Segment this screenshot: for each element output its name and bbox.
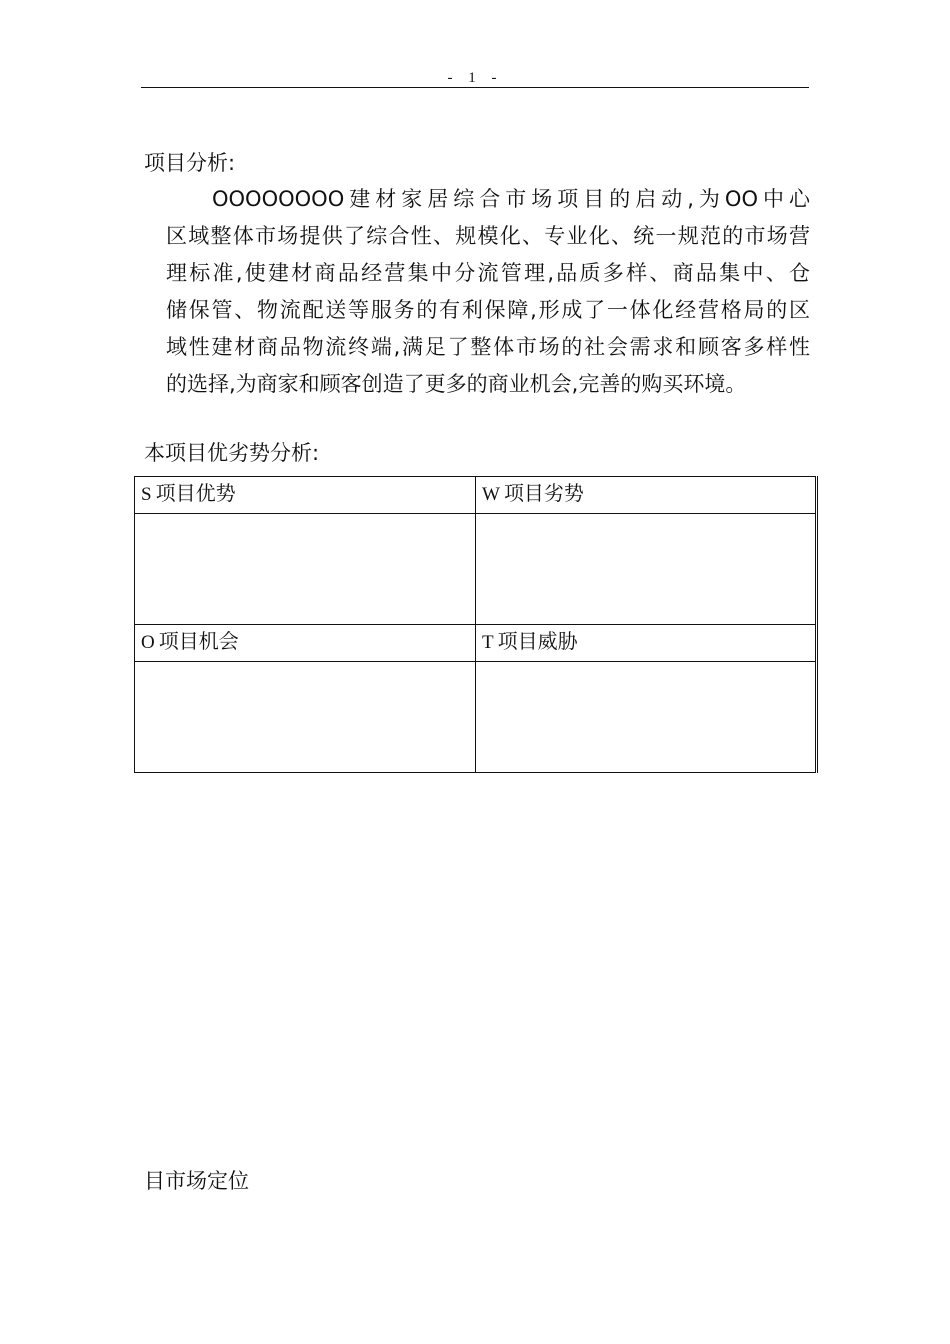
swot-body-row (135, 662, 817, 773)
swot-label-row (135, 477, 817, 514)
swot-body-row (135, 514, 817, 625)
weaknesses-letter: W (482, 484, 500, 505)
threats-label: 项目威胁 (497, 629, 578, 653)
opportunities-content-cell (135, 662, 476, 773)
swot-heading: 本项目优劣势分析: (144, 441, 320, 465)
strengths-cell (135, 477, 476, 514)
paragraph-line: 区域整体市场提供了综合性、规模化、专业化、统一规范的市场营 (166, 224, 810, 248)
page-number: - 1 - (447, 70, 503, 86)
opportunities-letter: O (141, 632, 155, 653)
swot-label-row (135, 625, 817, 662)
strengths-label: 项目优势 (155, 481, 236, 505)
threats-content-cell (476, 662, 817, 773)
swot-table (134, 476, 818, 773)
threats-cell (476, 625, 817, 662)
strengths-content-cell (135, 514, 476, 625)
paragraph-line: OOOOOOOO建材家居综合市场项目的启动,为OO中心 (212, 187, 810, 211)
header-rule (141, 87, 809, 88)
weaknesses-label: 项目劣势 (503, 481, 584, 505)
paragraph-line: 理标准,使建材商品经营集中分流管理,品质多样、商品集中、仓 (166, 261, 810, 285)
project-analysis-paragraph (166, 181, 810, 403)
opportunities-label: 项目机会 (158, 629, 239, 653)
paragraph-line: 的选择,为商家和顾客创造了更多的商业机会,完善的购买环境。 (166, 372, 747, 396)
project-analysis-heading: 项目分析: (144, 151, 236, 175)
threats-letter: T (482, 632, 494, 653)
weaknesses-cell (476, 477, 817, 514)
paragraph-line: 储保管、物流配送等服务的有利保障,形成了一体化经营格局的区 (166, 298, 810, 322)
opportunities-cell (135, 625, 476, 662)
weaknesses-content-cell (476, 514, 817, 625)
paragraph-line: 域性建材商品物流终端,满足了整体市场的社会需求和顾客多样性 (166, 335, 810, 359)
market-positioning-heading: 目市场定位 (144, 1169, 249, 1193)
strengths-letter: S (141, 484, 152, 505)
